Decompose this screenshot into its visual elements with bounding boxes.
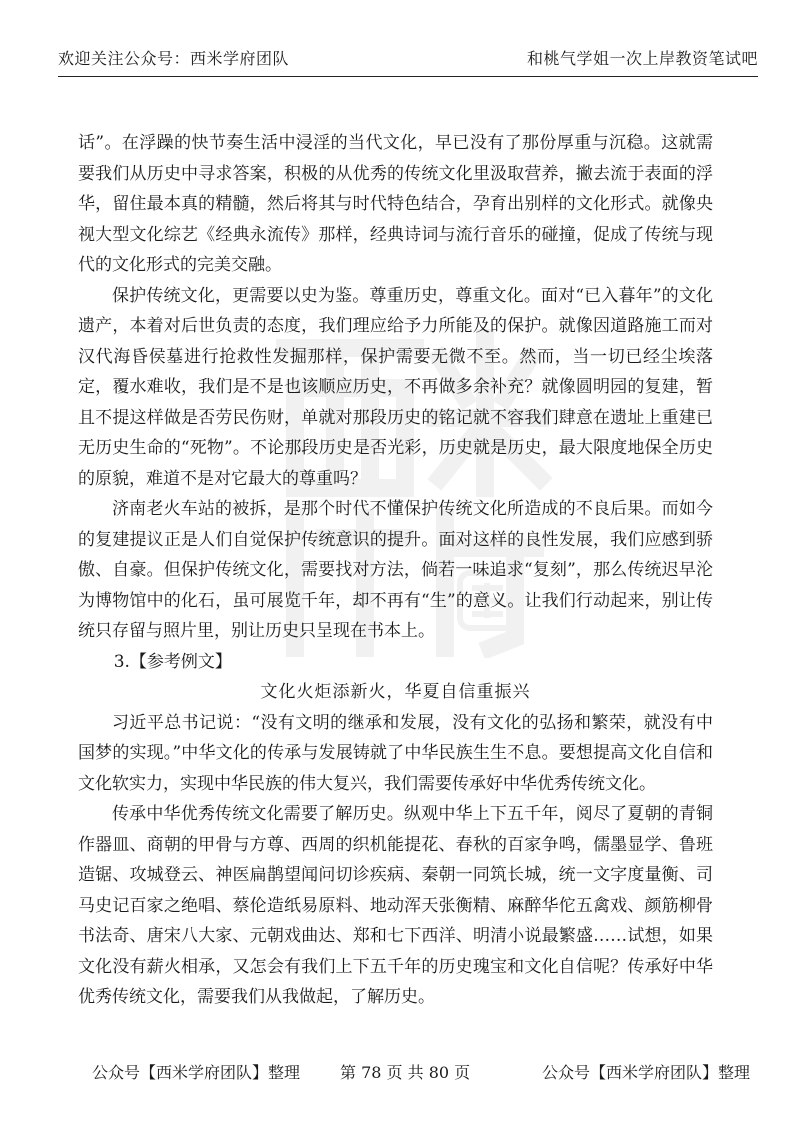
header-left-text: 欢迎关注公众号：西米学府团队 [58, 49, 290, 68]
page-header [58, 36, 758, 77]
header-right-text: 和桃气学姐一次上岸教资笔试吧 [526, 49, 758, 68]
paragraph-2: 保护传统文化，更需要以史为鉴。尊重历史，尊重文化。面对“已入暮年”的文化遗产，本着对后世负责的态度，我们理应给予力所能及的保护。就像因道路施工而对汉代海昏侯墓进行抢救性发掘那样，保护需要无微不至。然而，当一切已经尘埃落定，覆水难收，我们是不是也该顺应历史，不再做多余补充？就像圆明园的复建，暂且不提这样做是否劳民伤财，单就对那段历史的铭记就不容我们肆意在遗址上重建已无历史生命的“死物”。不论那段历史是否光彩，历史就是历史，最大限度地保全历史的原貌，难道不是对它最大的尊重吗？ [78, 285, 713, 489]
paragraph-3: 济南老火车站的被拆，是那个时代不懂保护传统文化所造成的不良后果。而如今的复建提议正是人们自觉保护传统意识的提升。面对这样的良性发展，我们应感到骄傲、自豪。但保护传统文化，需要找对方法，倘若一味追求“复刻”，那么传统迟早沦为博物馆中的化石，虽可展览千年，却不再有“生”的意义。让我们行动起来，别让传统只存留与照片里，别让历史只呈现在书本上。 [78, 499, 713, 641]
paragraph-5: 传承中华优秀传统文化需要了解历史。纵观中华上下五千年，阅尽了夏朝的青铜作器皿、商朝的甲骨与方尊、西周的织机能提花、春秋的百家争鸣，儒墨显学、鲁班造锯、攻城登云、神医扁鹊望闻问切诊疾病、秦朝一同筑长城，统一文字度量衡、司马史记百家之绝唱、蔡伦造纸易原料、地动浑天张衡精、麻醉华佗五禽戏、颜筋柳骨书法奇、唐宋八大家、元朝戏曲达、郑和七下西洋、明清小说最繁盛……试想，如果文化没有薪火相承，又怎会有我们上下五千年的历史瑰宝和文化自信呢？传承好中华优秀传统文化，需要我们从我做起，了解历史。 [78, 804, 713, 1007]
section-heading: 3.【参考例文】 [113, 651, 232, 672]
footer-right-text: 公众号【西米学府团队】整理 [541, 1063, 750, 1082]
page-number: 第 78 页 共 80 页 [340, 1063, 471, 1082]
footer-left-text: 公众号【西米学府团队】整理 [92, 1063, 301, 1082]
essay-title: 文化火炬添新火，华夏自信重振兴 [260, 682, 531, 702]
paragraph-4: 习近平总书记说：“没有文明的继承和发展，没有文化的弘扬和繁荣，就没有中国梦的实现。”中华文化的传承与发展铸就了中华民族生生不息。要想提高文化自信和文化软实力，实现中华民族的伟大复兴，我们需要传承好中华优秀传统文化。 [78, 712, 713, 794]
page-footer [78, 1060, 750, 1086]
document-body [78, 128, 713, 1013]
paragraph-1: 话”。在浮躁的快节奏生活中浸淫的当代文化，早已没有了那份厚重与沉稳。这就需要我们从历史中寻求答案，积极的从优秀的传统文化里汲取营养，撇去流于表面的浮华，留住最本真的精髓，然后将其与时代特色结合，孕育出别样的文化形式。就像央视大型文化综艺《经典永流传》那样，经典诗词与流行音乐的碰撞，促成了传统与现代的文化形式的完美交融。 [78, 133, 713, 275]
